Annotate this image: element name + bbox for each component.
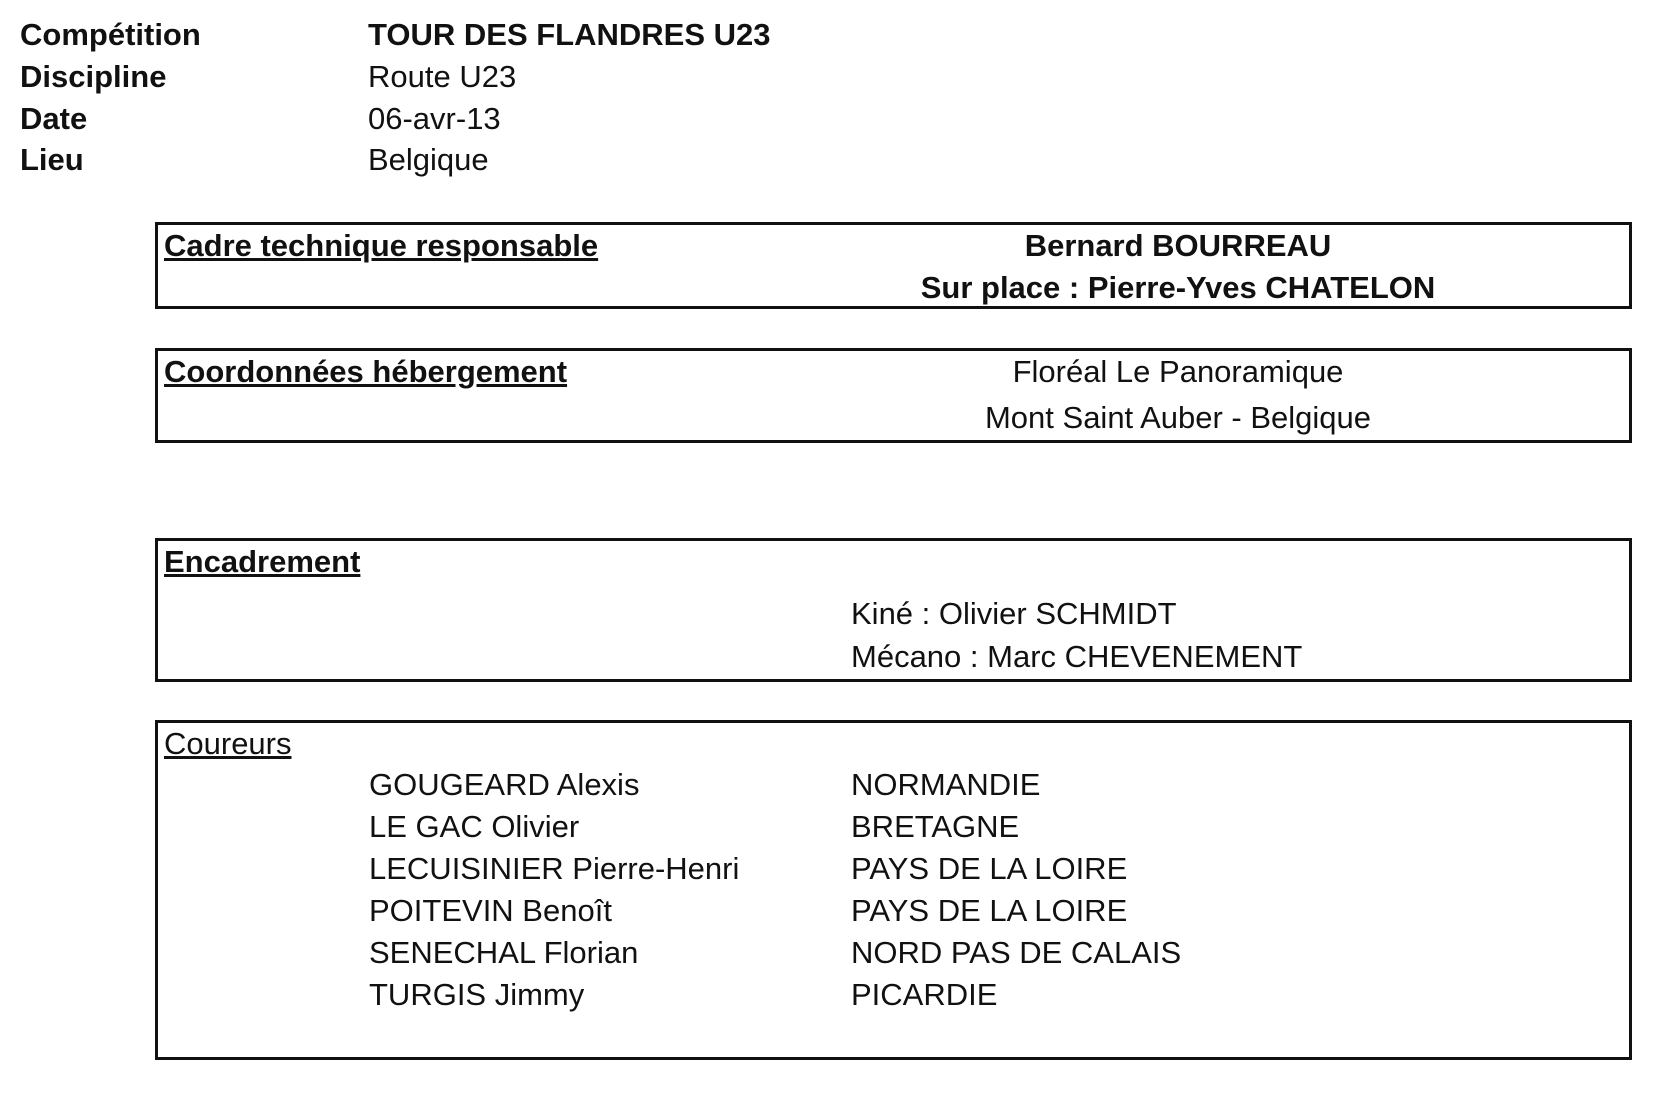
lieu-value: Belgique (368, 142, 489, 177)
rider-name: POITEVIN Benoît (369, 893, 612, 928)
encadrement-mecano: Mécano : Marc CHEVENEMENT (851, 639, 1303, 674)
rider-name: GOUGEARD Alexis (369, 767, 640, 802)
coureurs-box (155, 720, 1632, 1060)
rider-region: BRETAGNE (851, 809, 1020, 844)
discipline-value: Route U23 (368, 59, 517, 94)
hebergement-name: Floréal Le Panoramique (1012, 354, 1344, 389)
competition-value: TOUR DES FLANDRES U23 (368, 17, 771, 52)
rider-name: LE GAC Olivier (369, 809, 580, 844)
rider-region: NORMANDIE (851, 767, 1041, 802)
hebergement-title: Coordonnées hébergement (164, 354, 568, 389)
date-label: Date (20, 101, 88, 136)
cadre-technique-title: Cadre technique responsable (164, 228, 599, 263)
encadrement-title: Encadrement (164, 544, 361, 579)
hebergement-box (155, 348, 1632, 443)
discipline-label: Discipline (20, 59, 167, 94)
cadre-technique-box (155, 222, 1632, 309)
rider-region: NORD PAS DE CALAIS (851, 935, 1182, 970)
coureurs-title: Coureurs (164, 726, 292, 761)
rider-name: LECUISINIER Pierre-Henri (369, 851, 740, 886)
lieu-label: Lieu (20, 142, 84, 177)
rider-name: SENECHAL Florian (369, 935, 639, 970)
rider-region: PAYS DE LA LOIRE (851, 893, 1128, 928)
rider-region: PAYS DE LA LOIRE (851, 851, 1128, 886)
encadrement-box (155, 538, 1632, 682)
date-value: 06-avr-13 (368, 101, 501, 136)
encadrement-kine: Kiné : Olivier SCHMIDT (851, 596, 1177, 631)
rider-region: PICARDIE (851, 977, 998, 1012)
cadre-technique-name: Bernard BOURREAU (1024, 228, 1332, 263)
competition-label: Compétition (20, 17, 201, 52)
hebergement-address: Mont Saint Auber - Belgique (984, 400, 1372, 435)
cadre-technique-sur-place: Sur place : Pierre-Yves CHATELON (920, 270, 1436, 305)
rider-name: TURGIS Jimmy (369, 977, 585, 1012)
